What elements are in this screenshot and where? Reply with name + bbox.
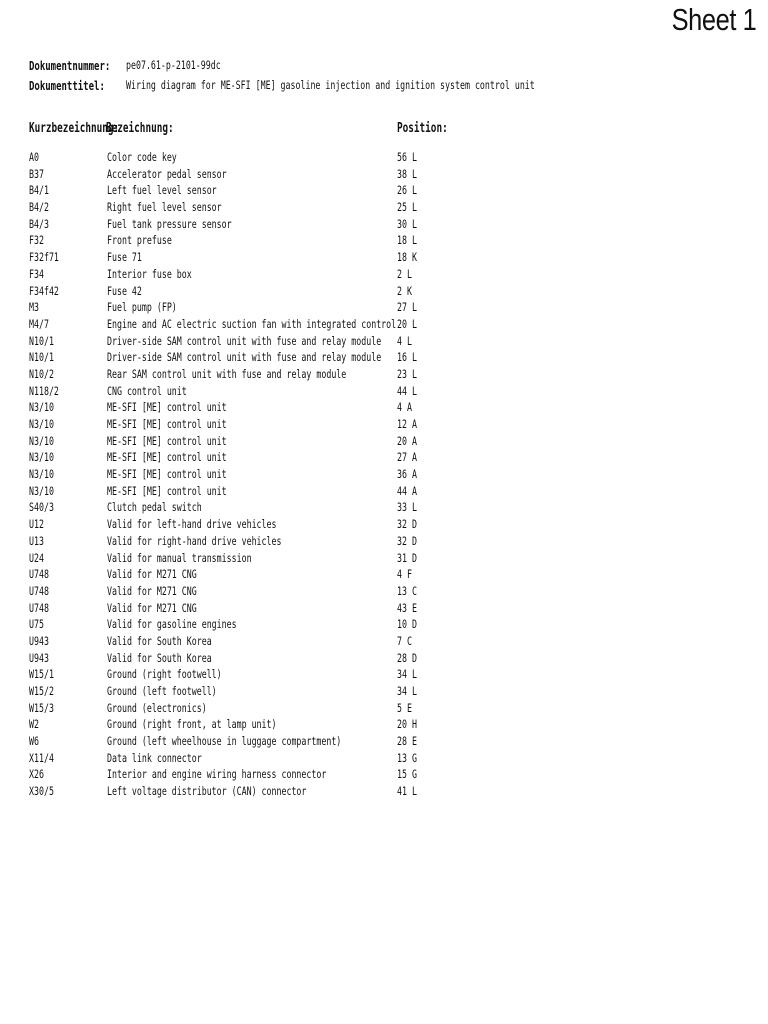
component-position: 2 L bbox=[397, 266, 412, 281]
table-row bbox=[29, 784, 749, 801]
component-description: Fuse 42 bbox=[107, 283, 142, 298]
component-description: Valid for left-hand drive vehicles bbox=[107, 517, 277, 532]
component-position: 16 L bbox=[397, 350, 417, 365]
table-row bbox=[29, 200, 749, 217]
component-code: N118/2 bbox=[29, 383, 59, 398]
component-code: U748 bbox=[29, 600, 49, 615]
component-position: 34 L bbox=[397, 667, 417, 682]
component-code: N10/1 bbox=[29, 333, 54, 348]
component-position: 43 E bbox=[397, 600, 417, 615]
table-row bbox=[29, 267, 749, 284]
component-code: N3/10 bbox=[29, 467, 54, 482]
table-row bbox=[29, 400, 749, 417]
table-row bbox=[29, 484, 749, 501]
component-description: Valid for M271 CNG bbox=[107, 583, 197, 598]
doc-number-label: Dokumentnummer: bbox=[29, 58, 111, 73]
component-position: 13 G bbox=[397, 750, 417, 765]
component-code: B4/3 bbox=[29, 216, 49, 231]
component-position: 33 L bbox=[397, 500, 417, 515]
component-code: N10/2 bbox=[29, 366, 54, 381]
component-description: Left voltage distributor (CAN) connector bbox=[107, 784, 307, 799]
table-header bbox=[29, 121, 749, 141]
component-code: B4/1 bbox=[29, 183, 49, 198]
component-description: Fuel tank pressure sensor bbox=[107, 216, 232, 231]
table-row bbox=[29, 767, 749, 784]
component-code: N10/1 bbox=[29, 350, 54, 365]
table-row bbox=[29, 717, 749, 734]
table-row bbox=[29, 617, 749, 634]
component-position: 20 A bbox=[397, 433, 417, 448]
doc-title-value: Wiring diagram for ME-SFI [ME] gasoline injection and ignition system control unit bbox=[126, 78, 535, 92]
component-code: F34f42 bbox=[29, 283, 59, 298]
component-description: Color code key bbox=[107, 150, 177, 164]
component-code: F34 bbox=[29, 266, 44, 281]
component-position: 12 A bbox=[397, 417, 417, 431]
component-position: 34 L bbox=[397, 684, 417, 698]
component-code: S40/3 bbox=[29, 500, 54, 515]
component-position: 4 L bbox=[397, 333, 412, 348]
component-description: Valid for M271 CNG bbox=[107, 567, 197, 582]
table-row bbox=[29, 734, 749, 751]
component-position: 18 L bbox=[397, 233, 417, 248]
component-position: 28 D bbox=[397, 650, 417, 665]
component-code: U12 bbox=[29, 517, 44, 532]
component-code: U943 bbox=[29, 633, 49, 648]
component-code: X11/4 bbox=[29, 750, 54, 765]
table-row bbox=[29, 434, 749, 451]
doc-number-value: pe07.61-p-2101-99dc bbox=[126, 58, 221, 72]
table-row bbox=[29, 233, 749, 250]
component-description: Ground (right front, at lamp unit) bbox=[107, 717, 277, 732]
component-code: B37 bbox=[29, 166, 44, 181]
table-row bbox=[29, 183, 749, 200]
component-description: Valid for manual transmission bbox=[107, 550, 252, 565]
component-position: 44 A bbox=[397, 483, 417, 498]
table-row bbox=[29, 217, 749, 234]
table-row bbox=[29, 167, 749, 184]
component-description: Driver-side SAM control unit with fuse and relay module bbox=[107, 333, 382, 348]
component-position: 32 D bbox=[397, 517, 417, 532]
table-row bbox=[29, 651, 749, 668]
component-position: 38 L bbox=[397, 166, 417, 181]
component-description: Right fuel level sensor bbox=[107, 200, 222, 215]
component-position: 28 E bbox=[397, 734, 417, 749]
table-row bbox=[29, 350, 749, 367]
component-code: U943 bbox=[29, 650, 49, 665]
component-position: 18 K bbox=[397, 250, 417, 265]
component-description: Fuse 71 bbox=[107, 250, 142, 265]
component-code: N3/10 bbox=[29, 433, 54, 448]
component-description: Left fuel level sensor bbox=[107, 183, 217, 198]
table-row bbox=[29, 517, 749, 534]
component-position: 31 D bbox=[397, 550, 417, 565]
component-position: 4 F bbox=[397, 567, 412, 582]
table-row bbox=[29, 534, 749, 551]
table-row bbox=[29, 684, 749, 701]
component-position: 5 E bbox=[397, 700, 412, 715]
component-description: Driver-side SAM control unit with fuse and relay module bbox=[107, 350, 382, 365]
component-code: W15/2 bbox=[29, 684, 54, 698]
component-code: N3/10 bbox=[29, 400, 54, 415]
component-description: Ground (left footwell) bbox=[107, 684, 217, 698]
component-code: U24 bbox=[29, 550, 44, 565]
component-description: Valid for South Korea bbox=[107, 650, 212, 665]
table-row bbox=[29, 601, 749, 618]
component-position: 25 L bbox=[397, 200, 417, 215]
table-row bbox=[29, 317, 749, 334]
component-description: Valid for M271 CNG bbox=[107, 600, 197, 615]
component-description: Accelerator pedal sensor bbox=[107, 166, 227, 181]
component-position: 20 H bbox=[397, 717, 417, 732]
header-position: Position: bbox=[397, 121, 448, 136]
component-position: 23 L bbox=[397, 366, 417, 381]
component-description: Rear SAM control unit with fuse and relay module bbox=[107, 366, 347, 381]
component-description: Clutch pedal switch bbox=[107, 500, 202, 515]
component-code: N3/10 bbox=[29, 417, 54, 431]
component-code: W6 bbox=[29, 734, 39, 749]
component-position: 15 G bbox=[397, 767, 417, 782]
component-description: ME-SFI [ME] control unit bbox=[107, 400, 227, 415]
component-description: ME-SFI [ME] control unit bbox=[107, 483, 227, 498]
component-code: M3 bbox=[29, 300, 39, 315]
header-bezeichnung: Bezeichnung: bbox=[106, 121, 174, 136]
component-code: U75 bbox=[29, 617, 44, 632]
doc-title-label: Dokumenttitel: bbox=[29, 78, 105, 93]
component-description: Front prefuse bbox=[107, 233, 172, 248]
component-description: Interior and engine wiring harness connector bbox=[107, 767, 327, 782]
component-code: N3/10 bbox=[29, 450, 54, 465]
component-code: M4/7 bbox=[29, 316, 49, 331]
component-description: Engine and AC electric suction fan with integrated control bbox=[107, 316, 397, 331]
component-description: Valid for right-hand drive vehicles bbox=[107, 533, 282, 548]
component-description: Ground (electronics) bbox=[107, 700, 207, 715]
component-position: 41 L bbox=[397, 784, 417, 799]
component-position: 10 D bbox=[397, 617, 417, 632]
table-row bbox=[29, 150, 749, 167]
component-description: Interior fuse box bbox=[107, 266, 192, 281]
component-code: F32 bbox=[29, 233, 44, 248]
component-position: 4 A bbox=[397, 400, 412, 415]
table-row bbox=[29, 667, 749, 684]
table-row bbox=[29, 417, 749, 434]
component-code: X26 bbox=[29, 767, 44, 782]
component-code: U13 bbox=[29, 533, 44, 548]
component-position: 30 L bbox=[397, 216, 417, 231]
table-row bbox=[29, 701, 749, 718]
component-code: F32f71 bbox=[29, 250, 59, 265]
component-position: 27 A bbox=[397, 450, 417, 465]
component-description: Data link connector bbox=[107, 750, 202, 765]
component-position: 36 A bbox=[397, 467, 417, 482]
component-table bbox=[29, 150, 749, 801]
component-position: 2 K bbox=[397, 283, 412, 298]
component-description: Valid for South Korea bbox=[107, 633, 212, 648]
component-code: U748 bbox=[29, 583, 49, 598]
component-position: 32 D bbox=[397, 533, 417, 548]
component-description: Ground (right footwell) bbox=[107, 667, 222, 682]
component-code: N3/10 bbox=[29, 483, 54, 498]
table-row bbox=[29, 450, 749, 467]
component-description: CNG control unit bbox=[107, 383, 187, 398]
table-row bbox=[29, 634, 749, 651]
table-row bbox=[29, 500, 749, 517]
component-description: Ground (left wheelhouse in luggage compartment) bbox=[107, 734, 342, 749]
component-description: ME-SFI [ME] control unit bbox=[107, 433, 227, 448]
component-position: 56 L bbox=[397, 150, 417, 164]
table-row bbox=[29, 584, 749, 601]
table-row bbox=[29, 300, 749, 317]
component-code: W15/1 bbox=[29, 667, 54, 682]
component-code: W15/3 bbox=[29, 700, 54, 715]
table-row bbox=[29, 284, 749, 301]
component-position: 44 L bbox=[397, 383, 417, 398]
component-code: B4/2 bbox=[29, 200, 49, 215]
component-description: ME-SFI [ME] control unit bbox=[107, 450, 227, 465]
table-row bbox=[29, 467, 749, 484]
component-code: A0 bbox=[29, 150, 39, 164]
table-row bbox=[29, 250, 749, 267]
component-position: 7 C bbox=[397, 633, 412, 648]
table-row bbox=[29, 384, 749, 401]
component-position: 13 C bbox=[397, 583, 417, 598]
component-description: ME-SFI [ME] control unit bbox=[107, 417, 227, 431]
table-row bbox=[29, 367, 749, 384]
table-row bbox=[29, 334, 749, 351]
component-description: Valid for gasoline engines bbox=[107, 617, 237, 632]
table-row bbox=[29, 551, 749, 568]
table-row bbox=[29, 567, 749, 584]
component-position: 27 L bbox=[397, 300, 417, 315]
component-code: X30/5 bbox=[29, 784, 54, 799]
component-code: W2 bbox=[29, 717, 39, 732]
component-code: U748 bbox=[29, 567, 49, 582]
component-position: 26 L bbox=[397, 183, 417, 198]
table-row bbox=[29, 751, 749, 768]
header-kurzbezeichnung: Kurzbezeichnung: bbox=[29, 121, 120, 136]
component-description: Fuel pump (FP) bbox=[107, 300, 177, 315]
sheet-title: Sheet 1 bbox=[671, 2, 756, 37]
component-position: 20 L bbox=[397, 316, 417, 331]
component-description: ME-SFI [ME] control unit bbox=[107, 467, 227, 482]
